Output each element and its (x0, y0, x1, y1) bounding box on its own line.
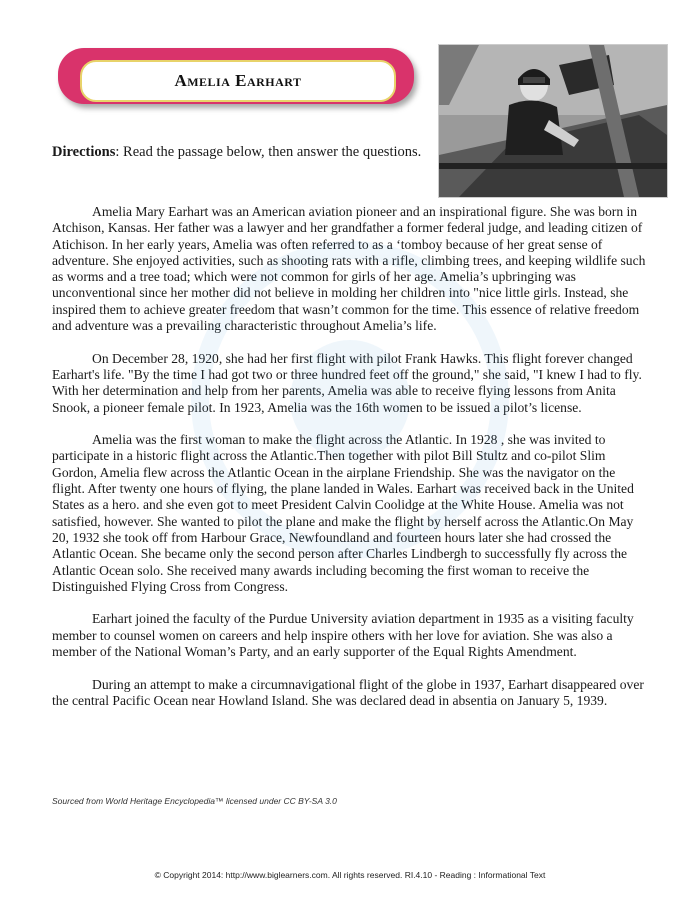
passage-paragraph-5: During an attempt to make a circumnavigational flight of the globe in 1937, Earhart disappeared over the central Pacific Ocean near Howland Island. She was declared dead in absentia on January 5, 1939. (52, 676, 644, 708)
directions-label: Directions (52, 144, 116, 160)
passage-paragraph-3: Amelia was the first woman to make the flight across the Atlantic. In 1928 , she was invited to participate in a historic flight across the Atlantic.Then together with pilot Bill Stultz and co-pilot Slim Gordon, Amelia flew across the Atlantic Ocean in the airplane Friendship. She was the navigator on the flight. After twenty one hours of flying, the plane landed in Wales. Earhart was received back in the United States as a hero. and she even got to meet President Calvin Coolidge at the White House. Amelia was not satisfied, however. She wanted to pilot the plane and make the flight by herself across the Atlantic.On May 20, 1932 she took off from Harbour Grace, Newfoundland and fourteen hours later she had crossed the Atlantic Ocean. She became only the second person after Charles Lindbergh to successfully fly across the Atlantic Ocean solo. She received many awards including becoming the first woman to receive the Distinguished Flying Cross from Congress. (52, 432, 634, 594)
source-credit: Sourced from World Heritage Encyclopedia™ licensed under CC BY-SA 3.0 (52, 796, 337, 806)
passage-paragraph-2: On December 28, 1920, she had her first flight with pilot Frank Hawks. This flight forever changed Earhart's life. "By the time I had got two or three hundred feet off the ground," she said, "I knew I had to fly. With her determination and help from her parents, Amelia was able to receive flying lessons from Anita Snook, a pioneer female pilot. In 1923, Amelia was the 16th women to be issued a pilot’s license. (52, 350, 642, 415)
title-banner (80, 60, 396, 102)
passage-paragraph-4: Earhart joined the faculty of the Purdue University aviation department in 1935 as a visiting faculty member to counsel women on careers and help inspire others with her love for aviation. She was also a member of the National Woman’s Party, and an early supporter of the Equal Rights Amendment. (52, 611, 634, 660)
passage-paragraph-1: Amelia Mary Earhart was an American aviation pioneer and an inspirational figure. She was born in Atchison, Kansas. Her father was a lawyer and her grandfather a former federal judge, and leading citizen of Atichison. In her early years, Amelia was often referred to as a ‘tomboy because of her great sense of adventure. She enjoyed activities, such as shooting rats with a rifle, climbing trees, and keeping wildlife such as worms and a tree toad; which were not common for girls of her age. Amelia’s upbringing was unconventional since her mother did not believe in molding her children into "nice little girls. Instead, she inspired them to achieve greater freedom that wasn’t common for the time. This essence of relative freedom and adventure was a prevailing characteristic throughout Amelia’s life. (52, 204, 646, 334)
amelia-earhart-photo (438, 44, 668, 198)
cockpit-photo-illustration (439, 45, 667, 197)
reading-passage (52, 204, 648, 726)
page-title: Amelia Earhart (174, 71, 302, 90)
copyright-footer: © Copyright 2014: http://www.biglearners.com. All rights reserved. RI.4.10 - Reading : Informational Text (154, 870, 546, 880)
directions (52, 144, 421, 161)
directions-text: : Read the passage below, then answer the questions. (115, 144, 422, 160)
